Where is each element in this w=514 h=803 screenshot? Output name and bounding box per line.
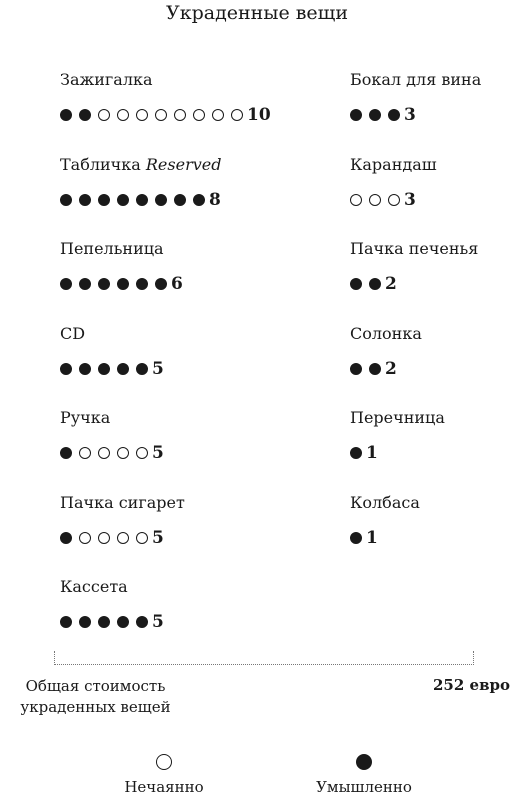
- item-label: [350, 493, 420, 513]
- item-name: Табличка: [60, 154, 146, 174]
- item-block: [60, 70, 271, 125]
- accidental-dot: [98, 447, 110, 459]
- item-name: CD: [60, 323, 86, 343]
- item-dots: [60, 190, 221, 210]
- item-label: [60, 239, 183, 259]
- accidental-dot: [212, 109, 224, 121]
- accidental-dot: [117, 447, 129, 459]
- item-block: [60, 577, 164, 632]
- item-name: Карандаш: [350, 154, 437, 174]
- item-dots: [60, 105, 271, 125]
- intentional-dot: [369, 109, 381, 121]
- legend-empty-dot: [156, 754, 172, 770]
- item-count: 5: [152, 358, 164, 379]
- chart-title: Украденные вещи: [165, 2, 349, 24]
- item-count: 1: [366, 443, 378, 463]
- item-block: [350, 70, 481, 125]
- intentional-dot: [117, 363, 129, 375]
- item-label: [60, 577, 164, 597]
- item-count: 3: [404, 189, 416, 210]
- item-name: Бокал для вина: [350, 70, 482, 89]
- intentional-dot: [350, 532, 362, 544]
- intentional-dot: [117, 616, 129, 628]
- intentional-dot: [155, 194, 167, 206]
- intentional-dot: [350, 109, 362, 121]
- item-name: Пепельница: [60, 239, 164, 258]
- item-block: [350, 324, 422, 379]
- item-block: [60, 493, 185, 548]
- legend-intentional-label: Умышленно: [316, 778, 412, 796]
- intentional-dot: [98, 363, 110, 375]
- accidental-dot: [79, 532, 91, 544]
- accidental-dot: [350, 194, 362, 206]
- item-dots: [350, 359, 422, 379]
- item-name: Зажигалка: [60, 70, 153, 89]
- item-dots: [350, 274, 478, 294]
- item-dots: [350, 528, 420, 548]
- total-value: 252 евро: [433, 676, 510, 694]
- item-dots: [60, 528, 185, 548]
- item-name: Пачка печенья: [350, 239, 479, 258]
- intentional-dot: [98, 616, 110, 628]
- intentional-dot: [79, 194, 91, 206]
- intentional-dot: [388, 109, 400, 121]
- item-label: [350, 324, 422, 344]
- intentional-dot: [60, 109, 72, 121]
- intentional-dot: [369, 278, 381, 290]
- item-count: 5: [152, 443, 164, 463]
- item-name-italic: Reserved: [145, 154, 222, 174]
- item-block: [350, 408, 445, 463]
- accidental-dot: [231, 109, 243, 121]
- legend-filled-dot: [356, 754, 372, 770]
- item-block: [60, 324, 164, 379]
- item-count: 5: [152, 612, 164, 632]
- item-block: [60, 155, 221, 210]
- accidental-dot: [136, 532, 148, 544]
- item-count: 10: [247, 105, 271, 125]
- intentional-dot: [98, 278, 110, 290]
- item-label: [350, 408, 445, 428]
- item-label: [60, 408, 164, 428]
- intentional-dot: [193, 194, 205, 206]
- intentional-dot: [79, 278, 91, 290]
- item-dots: [60, 612, 164, 632]
- accidental-dot: [136, 447, 148, 459]
- item-block: [60, 239, 183, 294]
- intentional-dot: [79, 363, 91, 375]
- intentional-dot: [369, 363, 381, 375]
- accidental-dot: [155, 109, 167, 121]
- item-name: Ручка: [60, 408, 111, 427]
- accidental-dot: [388, 194, 400, 206]
- intentional-dot: [350, 447, 362, 459]
- item-dots: [60, 443, 164, 463]
- intentional-dot: [60, 194, 72, 206]
- item-count: 2: [385, 274, 397, 294]
- item-block: [350, 155, 437, 210]
- intentional-dot: [98, 194, 110, 206]
- legend-accidental: [124, 754, 204, 796]
- intentional-dot: [60, 616, 72, 628]
- item-label: [60, 493, 185, 513]
- accidental-dot: [174, 109, 186, 121]
- item-label: [60, 324, 164, 344]
- total-label: Общая стоимость украденных вещей: [20, 677, 171, 716]
- intentional-dot: [60, 532, 72, 544]
- item-block: [60, 408, 164, 463]
- accidental-dot: [369, 194, 381, 206]
- item-label: [350, 239, 478, 259]
- item-dots: [60, 359, 164, 379]
- item-dots: [350, 443, 445, 463]
- item-dots: [60, 274, 183, 294]
- item-count: 2: [385, 358, 397, 379]
- accidental-dot: [136, 109, 148, 121]
- accidental-dot: [193, 109, 205, 121]
- intentional-dot: [79, 616, 91, 628]
- legend-intentional: [316, 754, 412, 796]
- accidental-dot: [79, 447, 91, 459]
- item-label: [60, 155, 221, 175]
- accidental-dot: [117, 532, 129, 544]
- intentional-dot: [174, 194, 186, 206]
- intentional-dot: [79, 109, 91, 121]
- item-name: Кассета: [60, 577, 128, 596]
- accidental-dot: [98, 532, 110, 544]
- item-count: 6: [171, 274, 183, 294]
- item-count: 1: [366, 527, 378, 548]
- item-block: [350, 239, 478, 294]
- intentional-dot: [117, 278, 129, 290]
- intentional-dot: [60, 278, 72, 290]
- item-block: [350, 493, 420, 548]
- item-label: [350, 155, 437, 175]
- accidental-dot: [98, 109, 110, 121]
- item-count: 5: [152, 527, 164, 548]
- intentional-dot: [155, 278, 167, 290]
- item-count: 3: [404, 105, 416, 125]
- item-name: Пачка сигарет: [60, 492, 185, 512]
- item-name: Перечница: [350, 408, 445, 427]
- item-count: 8: [209, 189, 221, 210]
- intentional-dot: [136, 363, 148, 375]
- item-dots: [350, 105, 481, 125]
- intentional-dot: [117, 194, 129, 206]
- intentional-dot: [136, 278, 148, 290]
- item-dots: [350, 190, 437, 210]
- accidental-dot: [117, 109, 129, 121]
- legend-accidental-label: Нечаянно: [124, 778, 204, 796]
- intentional-dot: [136, 194, 148, 206]
- intentional-dot: [60, 447, 72, 459]
- total-bracket: [54, 651, 474, 665]
- item-name: Колбаса: [350, 492, 420, 512]
- item-label: [60, 70, 271, 90]
- item-name: Солонка: [350, 323, 422, 343]
- intentional-dot: [350, 278, 362, 290]
- item-label: [350, 70, 481, 90]
- intentional-dot: [60, 363, 72, 375]
- intentional-dot: [136, 616, 148, 628]
- intentional-dot: [350, 363, 362, 375]
